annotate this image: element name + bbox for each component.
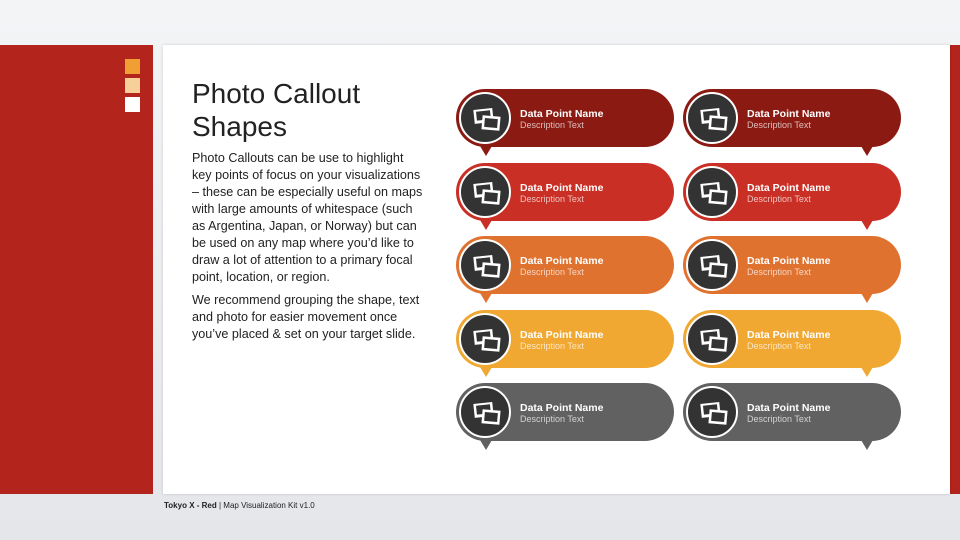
photo-callout[interactable] bbox=[456, 89, 674, 159]
callout-tail bbox=[861, 367, 873, 377]
right-accent-band bbox=[950, 45, 960, 494]
photo-icon bbox=[472, 254, 502, 280]
swatch-white bbox=[125, 97, 140, 112]
color-swatches bbox=[125, 59, 140, 116]
callout-tail bbox=[480, 146, 492, 156]
photo-icon bbox=[699, 401, 729, 427]
photo-frame bbox=[459, 313, 511, 365]
photo-icon bbox=[699, 181, 729, 207]
photo-icon bbox=[472, 401, 502, 427]
footer-kit: Map Visualization Kit v1.0 bbox=[223, 501, 315, 510]
photo-frame bbox=[459, 239, 511, 291]
callout-tail bbox=[861, 440, 873, 450]
photo-frame bbox=[459, 386, 511, 438]
data-point-description: Description Text bbox=[747, 120, 811, 130]
photo-callout[interactable] bbox=[456, 163, 674, 233]
callout-tail bbox=[861, 220, 873, 230]
photo-frame bbox=[459, 92, 511, 144]
photo-callout[interactable] bbox=[683, 163, 901, 233]
photo-icon bbox=[472, 328, 502, 354]
photo-icon bbox=[472, 181, 502, 207]
data-point-description: Description Text bbox=[520, 267, 584, 277]
data-point-description: Description Text bbox=[747, 414, 811, 424]
slide-title: Photo Callout Shapes bbox=[192, 78, 361, 142]
photo-frame bbox=[686, 386, 738, 438]
footer bbox=[164, 501, 315, 510]
callout-tail bbox=[480, 367, 492, 377]
photo-callout[interactable] bbox=[456, 383, 674, 453]
data-point-description: Description Text bbox=[520, 341, 584, 351]
photo-frame bbox=[686, 239, 738, 291]
data-point-description: Description Text bbox=[520, 414, 584, 424]
data-point-name: Data Point Name bbox=[747, 402, 831, 414]
swatch-peach bbox=[125, 78, 140, 93]
swatch-orange bbox=[125, 59, 140, 74]
data-point-description: Description Text bbox=[520, 120, 584, 130]
data-point-name: Data Point Name bbox=[520, 402, 604, 414]
footer-brand: Tokyo X - Red bbox=[164, 501, 217, 510]
photo-callout[interactable] bbox=[683, 383, 901, 453]
data-point-description: Description Text bbox=[747, 267, 811, 277]
callout-tail bbox=[480, 440, 492, 450]
paragraph-1: Photo Callouts can be use to highlight key points of focus on your visualizations – these can be especially useful on maps with large amounts of whitespace (such as Argentina, Japan, or Norway) but can be used on any map where you’d like to draw a lot of attention to a primary focal point, location, or region. bbox=[192, 151, 423, 284]
data-point-description: Description Text bbox=[747, 194, 811, 204]
callout-tail bbox=[861, 146, 873, 156]
data-point-description: Description Text bbox=[520, 194, 584, 204]
photo-frame bbox=[686, 92, 738, 144]
footer-separator: | bbox=[216, 501, 224, 510]
data-point-name: Data Point Name bbox=[520, 108, 604, 120]
photo-icon bbox=[472, 107, 502, 133]
data-point-description: Description Text bbox=[747, 341, 811, 351]
data-point-name: Data Point Name bbox=[747, 255, 831, 267]
photo-icon bbox=[699, 254, 729, 280]
photo-callout[interactable] bbox=[456, 236, 674, 306]
data-point-name: Data Point Name bbox=[520, 329, 604, 341]
paragraph-2: We recommend grouping the shape, text and photo for easier movement once you’ve placed & set on your target slide. bbox=[192, 293, 420, 341]
data-point-name: Data Point Name bbox=[747, 329, 831, 341]
photo-callout[interactable] bbox=[683, 310, 901, 380]
photo-icon bbox=[699, 107, 729, 133]
data-point-name: Data Point Name bbox=[747, 108, 831, 120]
photo-frame bbox=[686, 166, 738, 218]
photo-frame bbox=[459, 166, 511, 218]
data-point-name: Data Point Name bbox=[520, 255, 604, 267]
photo-callout[interactable] bbox=[683, 89, 901, 159]
photo-frame bbox=[686, 313, 738, 365]
photo-callout[interactable] bbox=[456, 310, 674, 380]
photo-icon bbox=[699, 328, 729, 354]
callout-tail bbox=[480, 220, 492, 230]
description-text bbox=[192, 150, 424, 349]
data-point-name: Data Point Name bbox=[747, 182, 831, 194]
callout-tail bbox=[480, 293, 492, 303]
data-point-name: Data Point Name bbox=[520, 182, 604, 194]
callout-tail bbox=[861, 293, 873, 303]
photo-callout[interactable] bbox=[683, 236, 901, 306]
